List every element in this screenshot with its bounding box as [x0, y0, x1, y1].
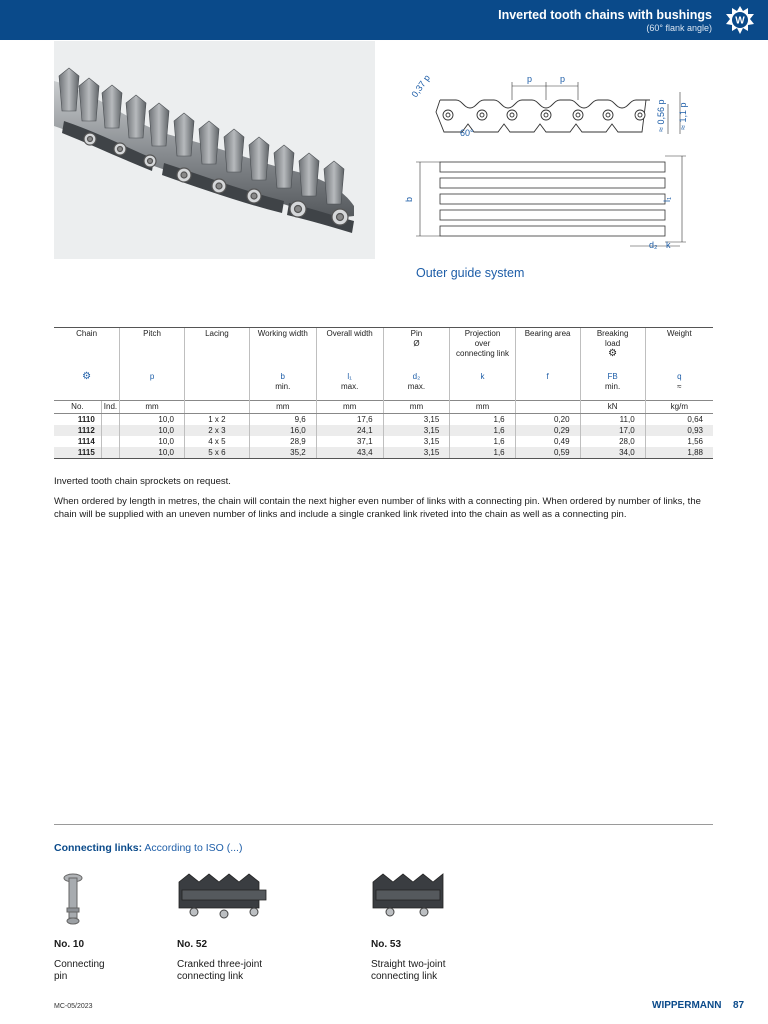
symbol-l1: l₁ [347, 372, 352, 381]
col-header-pitch: Pitch [120, 328, 185, 373]
cell-overall-width: 17,6 [316, 414, 383, 426]
chain-photo-icon [54, 41, 375, 259]
cell-breaking-load: 11,0 [580, 414, 645, 426]
cell-breaking-load: 34,0 [580, 447, 645, 459]
unit-cell [515, 401, 580, 414]
table-row [54, 436, 713, 447]
cell-bearing-area: 0,20 [515, 414, 580, 426]
cell-breaking-load: 28,0 [580, 436, 645, 447]
symbol-working-width [249, 372, 316, 401]
cell-pin: 3,15 [383, 447, 450, 459]
cell-overall-width: 37,1 [316, 436, 383, 447]
col-header-bearing-area: Bearing area [515, 328, 580, 373]
footer-brand: WIPPERMANN [652, 1000, 722, 1011]
part-desc-10: Connecting pin [54, 959, 105, 982]
col-header-lacing: Lacing [184, 328, 249, 373]
dim-l1: l₁ [662, 196, 672, 202]
chain-symbol [54, 372, 120, 401]
cell-bearing-area: 0,29 [515, 425, 580, 436]
symbol-d2: d₂ [412, 372, 421, 381]
connecting-links-standard: According to ISO (...) [142, 842, 243, 854]
part-no-52: No. 52 [177, 939, 208, 950]
page-title: Inverted tooth chains with bushings [498, 8, 712, 22]
unit-cell: mm [249, 401, 316, 414]
dim-b: b [404, 196, 414, 202]
col-header-weight: Weight [645, 328, 713, 373]
symbol-b-sub: min. [275, 382, 291, 391]
cell-lacing: 4 x 5 [184, 436, 249, 447]
unit-cell: No. [54, 401, 101, 414]
unit-cell [184, 401, 249, 414]
cell-working-width: 35,2 [249, 447, 316, 459]
cell-ind [101, 447, 119, 459]
gear-icon: ⚙ [608, 348, 618, 359]
cell-weight: 1,56 [645, 436, 713, 447]
breaking-load-label: Breaking load [596, 329, 629, 348]
cell-working-width: 16,0 [249, 425, 316, 436]
table-row [54, 425, 713, 436]
symbol-lacing [184, 372, 249, 401]
brand-logo-letter: W [735, 15, 745, 27]
straight-link-icon [368, 868, 448, 924]
cell-pin: 3,15 [383, 425, 450, 436]
symbol-fb-sub: min. [605, 382, 621, 391]
cell-bearing-area: 0,59 [515, 447, 580, 459]
symbol-bearing-area: f [515, 372, 580, 401]
cell-breaking-load: 17,0 [580, 425, 645, 436]
chain-photo [54, 41, 375, 259]
cell-chain-no: 1115 [54, 447, 101, 459]
dim-037p: 0,37 p [409, 72, 432, 100]
col-header-pin: Pin Ø [383, 328, 450, 373]
page-header [0, 0, 768, 40]
cell-lacing: 1 x 2 [184, 414, 249, 426]
unit-cell: kN [580, 401, 645, 414]
symbol-pitch: p [120, 372, 185, 401]
cell-working-width: 28,9 [249, 436, 316, 447]
cell-ind [101, 414, 119, 426]
cell-chain-no: 1110 [77, 414, 95, 424]
technical-drawing [400, 70, 700, 260]
brand-logo-icon [726, 6, 754, 34]
units-row [54, 401, 713, 414]
symbol-overall-width [316, 372, 383, 401]
part-desc-53: Straight two-joint connecting link [371, 959, 446, 982]
cell-lacing: 5 x 6 [184, 447, 249, 459]
guide-system-caption: Outer guide system [416, 266, 525, 280]
dim-angle: 60° [460, 128, 474, 138]
unit-cell: mm [316, 401, 383, 414]
col-header-working-width: Working width [249, 328, 316, 373]
cell-projection: 1,6 [450, 414, 515, 426]
cell-overall-width: 24,1 [316, 425, 383, 436]
cell-projection: 1,6 [450, 425, 515, 436]
col-header-overall-width: Overall width [316, 328, 383, 373]
cell-chain-no: 1112 [54, 425, 101, 436]
cell-lacing: 2 x 3 [184, 425, 249, 436]
section-divider [54, 824, 713, 825]
cell-weight: 0,93 [645, 425, 713, 436]
connecting-pin-icon [58, 872, 88, 928]
dim-p-1: p [527, 74, 533, 84]
cell-chain-no: 1114 [77, 436, 95, 446]
cell-pitch: 10,0 [120, 447, 185, 459]
unit-cell: mm [383, 401, 450, 414]
symbol-q: q [677, 372, 682, 381]
cell-ind [101, 436, 119, 447]
dim-11p: ≈ 1,1 p [678, 102, 688, 130]
col-header-breaking-load [580, 328, 645, 373]
symbol-weight [645, 372, 713, 401]
cell-projection: 1,6 [450, 447, 515, 459]
cell-overall-width: 43,4 [316, 447, 383, 459]
symbol-l1-sub: max. [340, 382, 359, 391]
gear-icon: ⚙ [82, 371, 92, 382]
dim-056p: ≈ 0,56 p [656, 99, 666, 132]
symbol-breaking-load [580, 372, 645, 401]
symbol-projection: k [450, 372, 515, 401]
connecting-links-label: Connecting links: [54, 842, 143, 854]
page-number: 87 [733, 1000, 745, 1011]
cranked-link-icon [174, 868, 274, 924]
spec-table [54, 327, 713, 459]
cell-weight: 1,88 [645, 447, 713, 459]
dim-d2: d₂ [649, 240, 658, 250]
ordering-note: When ordered by length in metres, the chain will contain the next higher even number of links with a connecting pin. When ordered by number of links, the chain will be supplied with an uneven number of links and include a single cranked link riveted into the chain as well as a connecting pin. [54, 496, 701, 520]
cell-pin: 3,15 [383, 436, 450, 447]
cell-bearing-area: 0,49 [515, 436, 580, 447]
cell-ind [101, 425, 119, 436]
unit-cell: mm [450, 401, 515, 414]
symbol-fb: FB [607, 372, 618, 381]
cell-weight: 0,64 [645, 414, 713, 426]
col-header-chain: Chain [54, 328, 120, 373]
symbol-pin [383, 372, 450, 401]
unit-cell: kg/m [645, 401, 713, 414]
cell-pitch: 10,0 [120, 425, 185, 436]
document-code: MC-05/2023 [54, 1003, 93, 1010]
sprockets-note: Inverted tooth chain sprockets on request. [54, 476, 231, 487]
connecting-links-heading [54, 842, 242, 854]
table-row [54, 414, 713, 426]
cell-pitch: 10,0 [120, 436, 185, 447]
table-row [54, 447, 713, 459]
unit-cell: Ind. [101, 401, 119, 414]
page-subtitle: (60° flank angle) [646, 23, 712, 33]
unit-cell: mm [120, 401, 185, 414]
symbol-d2-sub: max. [407, 382, 426, 391]
part-desc-52: Cranked three-joint connecting link [177, 959, 263, 982]
dim-k: k [666, 240, 671, 250]
cell-projection: 1,6 [450, 436, 515, 447]
part-no-10: No. 10 [54, 939, 85, 950]
cell-pitch: 10,0 [120, 414, 185, 426]
cell-pin: 3,15 [383, 414, 450, 426]
dim-p-2: p [560, 74, 566, 84]
symbol-q-sub: ≈ [677, 382, 682, 391]
part-no-53: No. 53 [371, 939, 402, 950]
symbol-b: b [280, 372, 285, 381]
cell-working-width: 9,6 [249, 414, 316, 426]
col-header-projection: Projection over connecting link [450, 328, 515, 373]
